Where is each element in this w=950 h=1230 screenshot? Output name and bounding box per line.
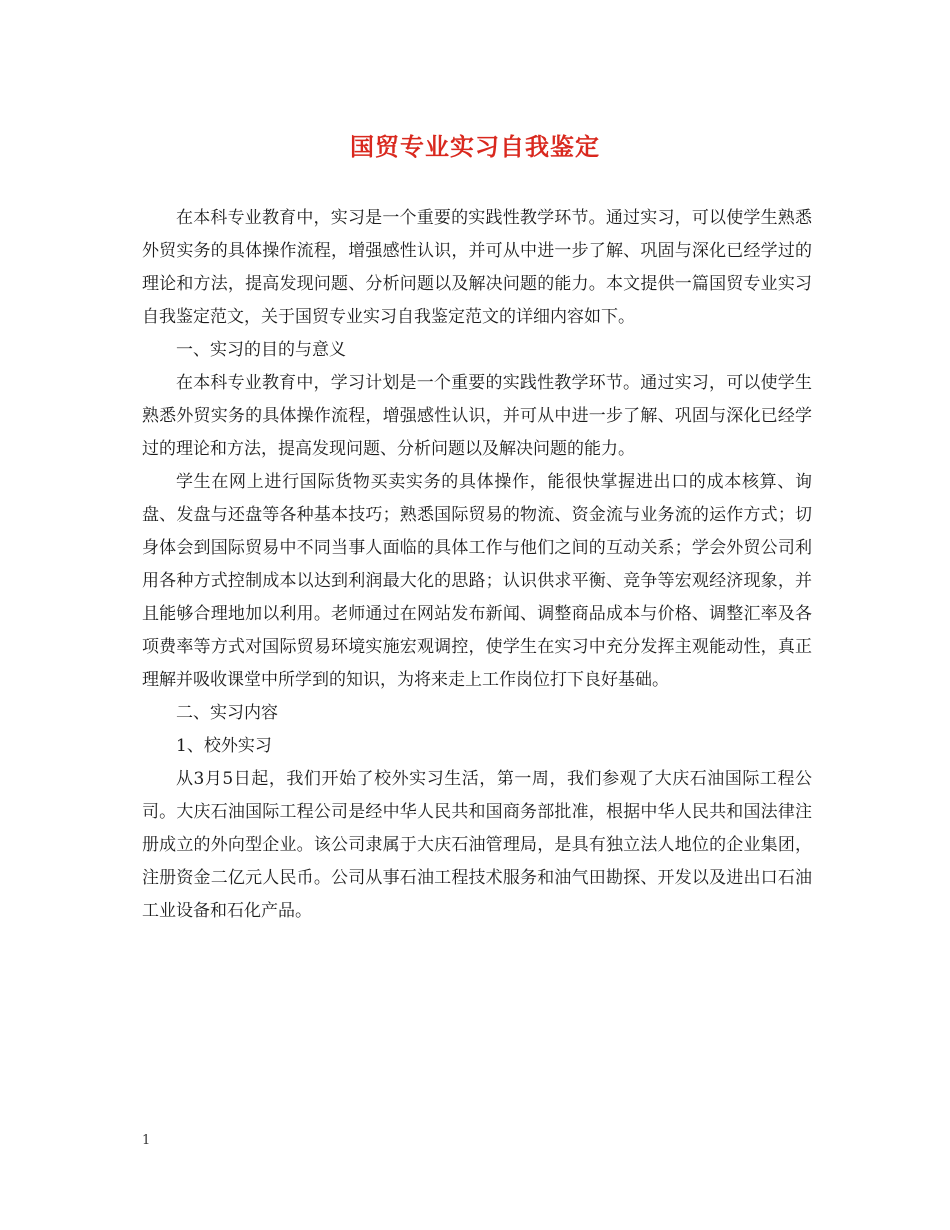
section-heading-purpose: 一、实习的目的与意义 <box>176 340 346 360</box>
subsection-heading-offsite: 1、校外实习 <box>176 736 272 756</box>
document-title: 国贸专业实习自我鉴定 <box>350 132 600 161</box>
section-heading-content: 二、实习内容 <box>176 703 278 723</box>
operations-paragraph: 学生在网上进行国际货物买卖实务的具体操作，能很快掌握进出口的成本核算、询盘、发盘与还盘等各种基本技巧；熟悉国际贸易的物流、资金流与业务流的运作方式；切身体会到国际贸易中不同当事人面临的具体工作与他们之间的互动关系；学会外贸公司利用各种方式控制成本以达到利润最大化的思路；认识供求平衡、竞争等宏观经济现象，并且能够合理地加以利用。老师通过在网站发布新闻、调整商品成本与价格、调整汇率及各项费率等方式对国际贸易环境实施宏观调控，使学生在实习中充分发挥主观能动性，真正理解并吸收课堂中所学到的知识，为将来走上工作岗位打下良好基础。 <box>142 472 812 690</box>
document-body <box>142 202 812 928</box>
offsite-paragraph: 从3月5日起，我们开始了校外实习生活，第一周，我们参观了大庆石油国际工程公司。大庆石油国际工程公司是经中华人民共和国商务部批准，根据中华人民共和国法律注册成立的外向型企业。该公司隶属于大庆石油管理局，是具有独立法人地位的企业集团，注册资金二亿元人民币。公司从事石油工程技术服务和油气田勘探、开发以及进出口石油工业设备和石化产品。 <box>142 769 812 921</box>
page-number: 1 <box>142 1133 151 1148</box>
intro-paragraph: 在本科专业教育中，实习是一个重要的实践性教学环节。通过实习，可以使学生熟悉外贸实务的具体操作流程，增强感性认识，并可从中进一步了解、巩固与深化已经学过的理论和方法，提高发现问题、分析问题以及解决问题的能力。本文提供一篇国贸专业实习自我鉴定范文，关于国贸专业实习自我鉴定范文的详细内容如下。 <box>142 208 812 327</box>
purpose-paragraph: 在本科专业教育中，学习计划是一个重要的实践性教学环节。通过实习，可以使学生熟悉外贸实务的具体操作流程，增强感性认识，并可从中进一步了解、巩固与深化已经学过的理论和方法，提高发现问题、分析问题以及解决问题的能力。 <box>142 373 812 459</box>
